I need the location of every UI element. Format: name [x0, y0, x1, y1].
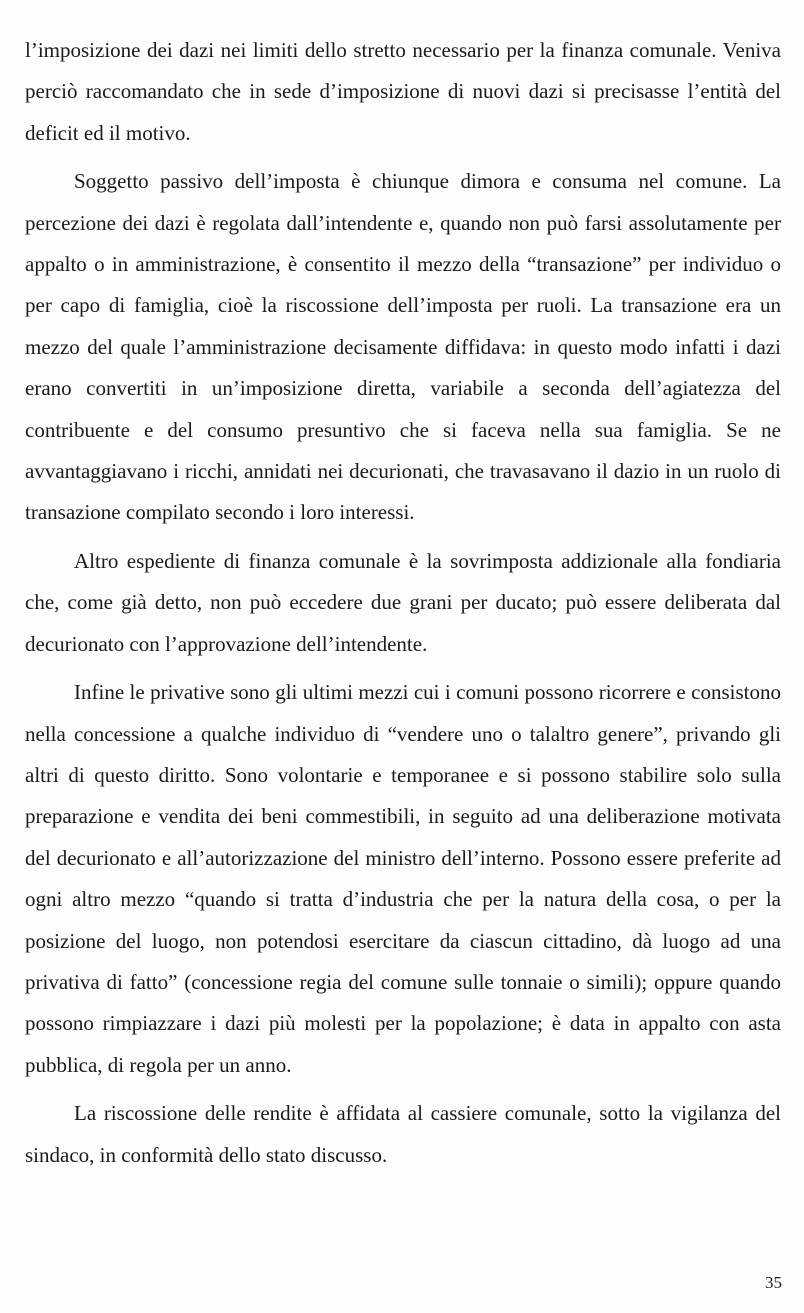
body-text: [25, 30, 781, 1176]
paragraph-3: Altro espediente di finanza comunale è la sovrimposta addizionale alla fondiaria che, come già detto, non può eccedere due grani per ducato; può essere deliberata dal decurionato con l’approvazione dell’intendente.: [25, 548, 781, 656]
page-number: 35: [765, 1273, 782, 1292]
paragraph-1: l’imposizione dei dazi nei limiti dello stretto necessario per la finanza comunale. Veniva perciò raccomandato che in sede d’imposizione di nuovi dazi si precisasse l’entità del deficit ed il motivo.: [25, 38, 781, 145]
paragraph-2: Soggetto passivo dell’imposta è chiunque dimora e consuma nel comune. La percezione dei dazi è regolata dall’intendente e, quando non può farsi assolutamente per appalto o in amministrazione, è consentito il mezzo della “transazione” per individuo o per capo di famiglia, cioè la riscossione dell’imposta per ruoli. La transazione era un mezzo del quale l’amministrazione decisamente diffidava: in questo modo infatti i dazi erano convertiti in un’imposizione diretta, variabile a seconda dell’agiatezza del contribuente e del consumo presuntivo che si faceva nella sua famiglia. Se ne avvantaggiavano i ricchi, annidati nei decurionati, che travasavano il dazio in un ruolo di transazione compilato secondo i loro interessi.: [25, 169, 781, 525]
paragraph-5: La riscossione delle rendite è affidata al cassiere comunale, sotto la vigilanza del sindaco, in conformità dello stato discusso.: [25, 1101, 781, 1167]
paragraph-4: Infine le privative sono gli ultimi mezzi cui i comuni possono ricorrere e consistono nella concessione a qualche individuo di “vendere uno o talaltro genere”, privando gli altri di questo diritto. Sono volontarie e temporanee e si possono stabilire solo sulla preparazione e vendita dei beni commestibili, in seguito ad una deliberazione motivata del decurionato e all’autorizzazione del ministro dell’interno. Possono essere preferite ad ogni altro mezzo “quando si tratta d’industria che per la natura della cosa, o per la posizione del luogo, non potendosi esercitare da ciascun cittadino, dà luogo ad una privativa di fatto” (concessione regia del comune sulle tonnaie o simili); oppure quando possono rimpiazzare i dazi più molesti per la popolazione; è data in appalto con asta pubblica, di regola per un anno.: [25, 680, 781, 1077]
